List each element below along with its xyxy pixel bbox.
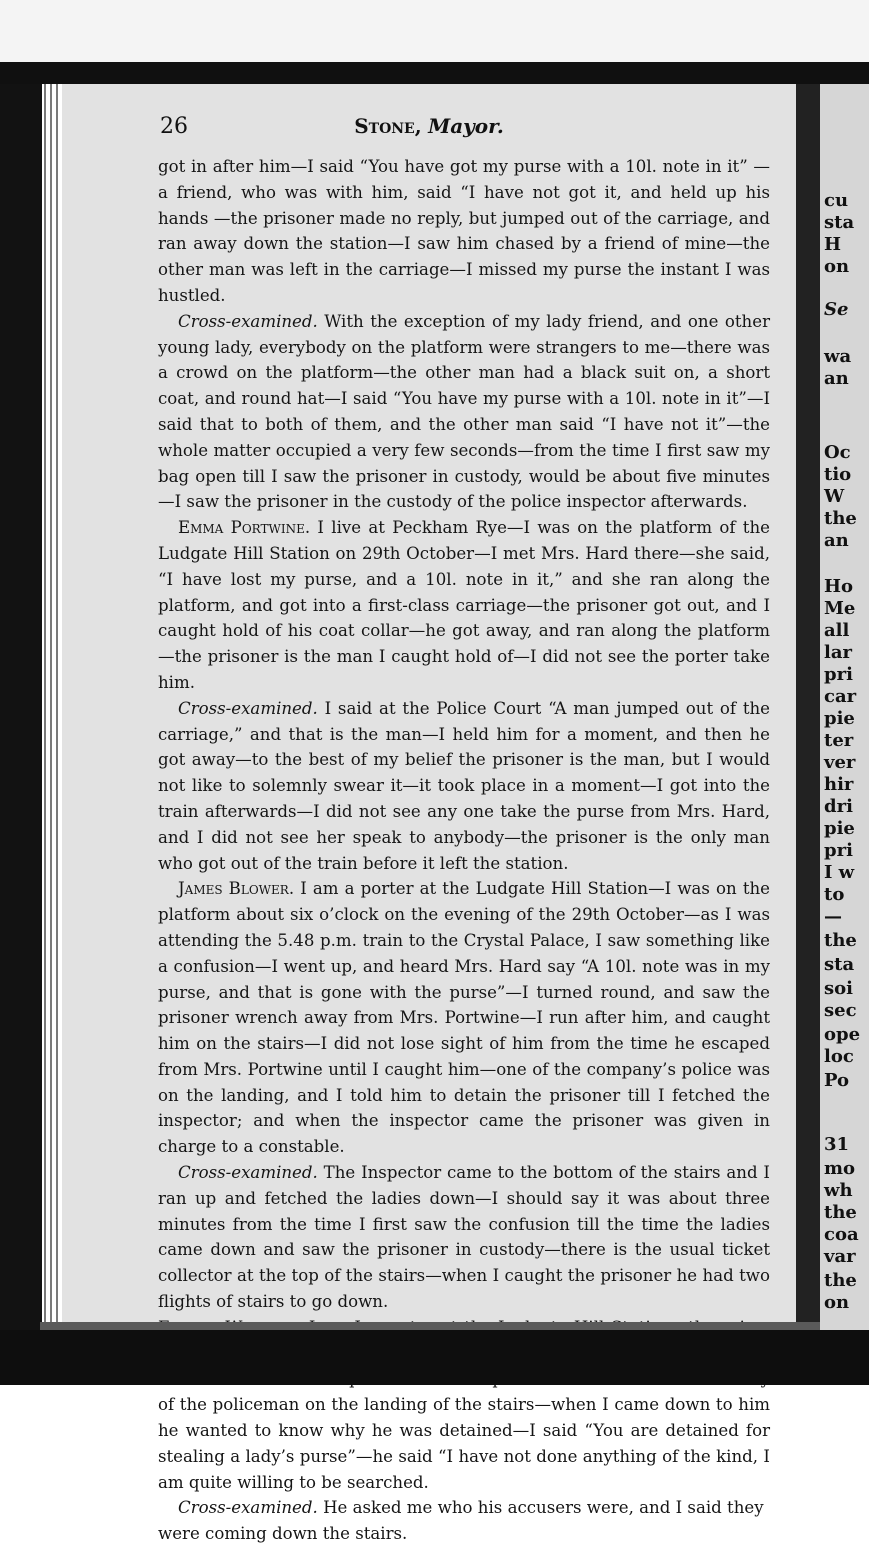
paragraph-text: The Inspector came to the bottom of the stairs and I ran up and fetched the ladies down—I should say it was about three minutes from the time I first saw the confusion till the time the ladies came down and saw the prisoner in custody—there is the usual ticket collector at the top of the stairs—when I caught the prisoner he had two flights of stairs to go down.	[158, 1163, 770, 1312]
witness-name: Emma Portwine.	[178, 518, 311, 538]
book-binding-left	[0, 84, 42, 1330]
facing-page-fragment: to	[824, 884, 845, 905]
paragraph-text: got in after him—I said “You have got my purse with a 10l. note in it” —a friend, who was with him, said “I have not got it, and held up his hands —the prisoner made no reply, but jumped out of the carriage, and ran away down the station—I saw him chased by a friend of mine—the other man was left in the carriage—I missed my purse the instant I was hustled.	[158, 157, 770, 305]
scan-bottom-border	[0, 1330, 869, 1385]
facing-page-fragment: wa	[824, 346, 852, 367]
paragraph	[158, 696, 770, 877]
paragraph-label: Cross-examined.	[178, 698, 318, 718]
paragraph	[158, 876, 770, 1160]
scan-top-border	[0, 62, 869, 84]
paragraph-label: Cross-examined.	[178, 1163, 318, 1183]
binding-edge-line	[50, 84, 52, 1330]
facing-page-fragment: sec	[824, 1000, 857, 1021]
running-head-role: Mayor.	[428, 114, 504, 138]
facing-page-fragment: on	[824, 1292, 850, 1313]
facing-page-fragment: Me	[824, 598, 856, 619]
paragraph-label: Cross-examined.	[178, 311, 318, 331]
facing-page-fragment: ver	[824, 752, 856, 773]
facing-page-fragment: an	[824, 530, 849, 551]
binding-edge-line	[56, 84, 58, 1330]
facing-page-fragment: —	[824, 906, 842, 927]
paragraph-text: I am a porter at the Ludgate Hill Station—I was on the platform about six o’clock on the evening of the 29th October—as I was attending the 5.48 p.m. train to the Crystal Palace, I saw something like a confusion—I went up, and heard Mrs. Hard say “A 10l. note was in my purse, and that is gone with the purse”—I turned round, and saw the prisoner wrench away from Mrs. Portwine—I run after him, and caught him on the stairs—I did not lose sight of him from the time he escaped from Mrs. Portwine until I caught him—one of the company’s police was on the landing, and I told him to detain the prisoner till I fetched the inspector; and when the inspector came the prisoner was given in charge to a constable.	[158, 879, 770, 1157]
paragraph	[158, 154, 770, 309]
facing-page-fragment: all	[824, 620, 850, 641]
facing-page-fragment: ope	[824, 1024, 861, 1045]
facing-page-fragment: on	[824, 256, 850, 277]
facing-page-fragment: the	[824, 1270, 857, 1291]
paragraph-text: With the exception of my lady friend, and one other young lady, everybody on the platform were strangers to me—there was a crowd on the platform—the other man had a black suit on, a short coat, and round hat—I said “You have my purse with a 10l. note in it”—I said that to both of them, and the other man said “I have not it”—the whole matter occupied a very few seconds—from the time I first saw my bag open till I saw the prisoner in custody, would be about five minutes—I saw the prisoner in the custody of the police inspector afterwards.	[158, 311, 770, 512]
facing-page-fragment: pie	[824, 708, 855, 729]
facing-page-fragment: the	[824, 508, 857, 529]
facing-page-fragment: car	[824, 686, 857, 707]
facing-page-fragment: tio	[824, 464, 852, 485]
facing-page-fragment: 31	[824, 1134, 850, 1155]
page-number: 26	[160, 114, 188, 139]
facing-page-fragment: ter	[824, 730, 854, 751]
page-gutter	[796, 84, 820, 1330]
facing-page-fragment: sta	[824, 212, 855, 233]
facing-page-fragment: Ho	[824, 576, 854, 597]
paragraph-text: I live at Peckham Rye—I was on the platform of the Ludgate Hill Station on 29th October—I met Mrs. Hard there—she said, “I have lost my purse, and a 10l. note in it,” and she ran along the platform, and got into a first-class carriage—the prisoner got out, and I caught hold of his coat collar—he got away, and ran along the platform—the prisoner is the man I caught hold of—I did not see the porter take him.	[158, 518, 770, 692]
facing-page-fragment: coa	[824, 1224, 859, 1245]
witness-name: James Blower.	[178, 879, 295, 899]
facing-page-fragment: Po	[824, 1070, 850, 1091]
facing-page-fragment: pie	[824, 818, 855, 839]
facing-page-fragment: an	[824, 368, 849, 389]
paragraph-label: Cross-examined.	[178, 1498, 318, 1518]
facing-page-fragment: H	[824, 234, 842, 255]
running-head	[62, 114, 796, 138]
facing-page-fragment: I w	[824, 862, 855, 883]
facing-page-fragment: var	[824, 1246, 856, 1267]
facing-page-fragment: pri	[824, 840, 853, 861]
facing-page-fragment: soi	[824, 978, 853, 999]
facing-page-fragment: cu	[824, 190, 849, 211]
running-head-name: Stone,	[354, 114, 422, 138]
paragraph-text: of the policeman on the landing of the stairs—when I came down to him he wanted to know why he was detained—I said “You are detained for stealing a lady’s purse”—he said “I have not done anything of the kind, I am quite willing to be searched.	[158, 1395, 770, 1492]
paragraph-text: He asked me who his accusers were, and I said they were coming down the stairs.	[158, 1498, 764, 1544]
paragraph	[158, 1160, 770, 1315]
facing-page-fragment: pri	[824, 664, 853, 685]
paragraph-text: I said at the Police Court “A man jumped out of the carriage,” and that is the man—I held him for a moment, and then he got away—to the best of my belief the prisoner is the man, but I would not like to solemnly swear it—it took place in a moment—I got into the train afterwards—I did not see any one take the purse from Mrs. Hard, and I did not see her speak to anybody—the prisoner is the only man who got out of the train before it left the station.	[158, 698, 770, 873]
binding-edge-line	[44, 84, 46, 1330]
facing-page-fragment: lar	[824, 642, 852, 663]
facing-page-fragment: Oc	[824, 442, 851, 463]
book-page	[62, 84, 796, 1544]
top-margin	[0, 0, 869, 62]
facing-page-edge	[820, 84, 869, 1330]
facing-page-fragment: W	[824, 486, 845, 507]
paragraph	[158, 1495, 770, 1547]
facing-page-fragment: Se	[824, 299, 849, 320]
facing-page-fragment: hir	[824, 774, 854, 795]
facing-page-fragment: dri	[824, 796, 853, 817]
facing-page-fragment: the	[824, 1202, 857, 1223]
paragraph	[158, 515, 770, 696]
facing-page-fragment: loc	[824, 1046, 854, 1067]
facing-page-fragment: wh	[824, 1180, 853, 1201]
paragraph	[158, 309, 770, 515]
facing-page-fragment: the	[824, 930, 857, 951]
facing-page-fragment: sta	[824, 954, 855, 975]
facing-page-fragment: mo	[824, 1158, 856, 1179]
